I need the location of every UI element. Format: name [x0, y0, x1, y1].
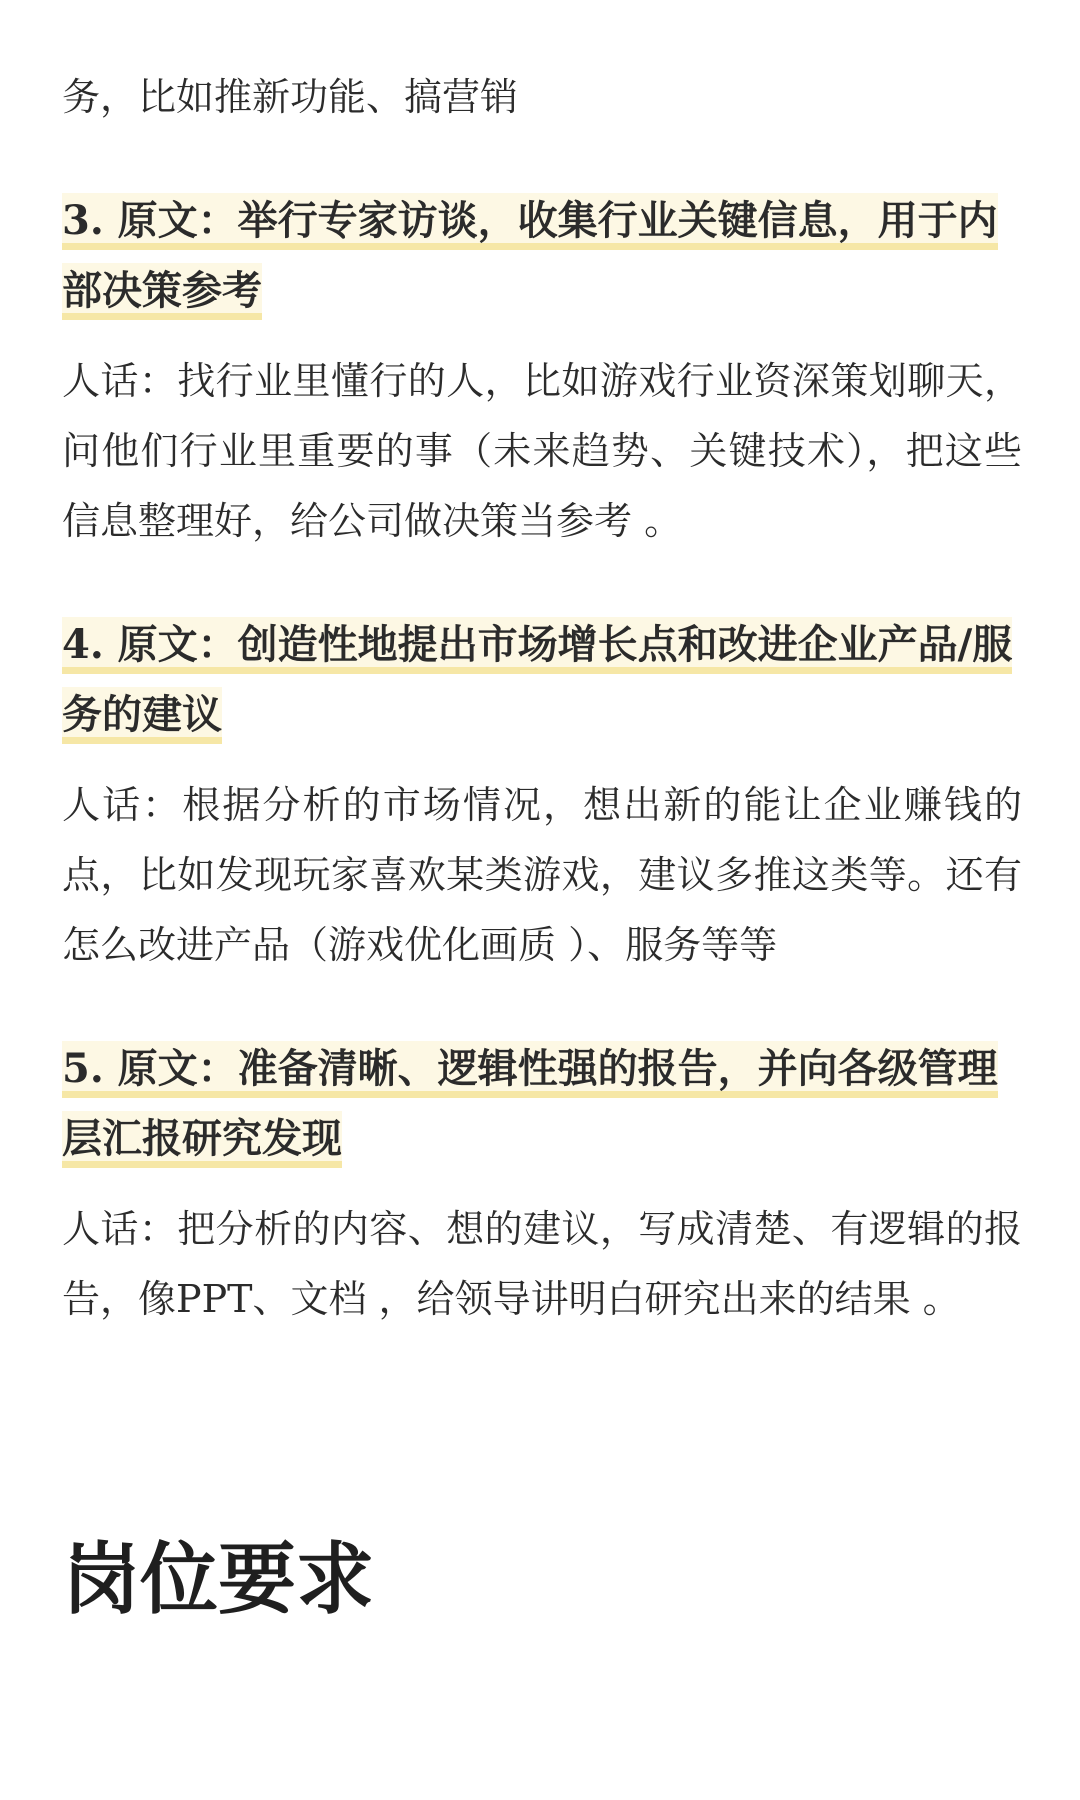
item-explanation: 人话：找行业里懂行的人，比如游戏行业资深策划聊天，问他们行业里重要的事（未来趋势、关键技术），把这些信息整理好，给公司做决策当参考 。	[62, 359, 1022, 543]
item-heading-highlight: 3. 原文：举行专家访谈，收集行业关键信息，用于内部决策参考	[62, 193, 998, 320]
item-explanation: 人话：把分析的内容、想的建议，写成清楚、有逻辑的报告，像PPT、文档 ，给领导讲明白研究出来的结果 。	[62, 1207, 1022, 1321]
item-heading	[62, 1034, 1022, 1174]
item-heading-highlight: 4. 原文：创造性地提出市场增长点和改进企业产品/服务的建议	[62, 617, 1012, 744]
list-item-5	[62, 1034, 1022, 1334]
item-heading	[62, 610, 1022, 750]
list-item-3	[62, 186, 1022, 556]
item-heading-highlight: 5. 原文：准备清晰、逻辑性强的报告，并向各级管理层汇报研究发现	[62, 1041, 998, 1168]
item-heading	[62, 186, 1022, 326]
previous-paragraph-continuation: 务，比如推新功能、搞营销	[62, 75, 519, 119]
section-title: 岗位要求	[62, 1534, 375, 1625]
list-item-4	[62, 610, 1022, 980]
item-explanation: 人话：根据分析的市场情况，想出新的能让企业赚钱的点，比如发现玩家喜欢某类游戏，建议多推这类等。还有怎么改进产品（游戏优化画质 ）、服务等等	[62, 783, 1022, 967]
